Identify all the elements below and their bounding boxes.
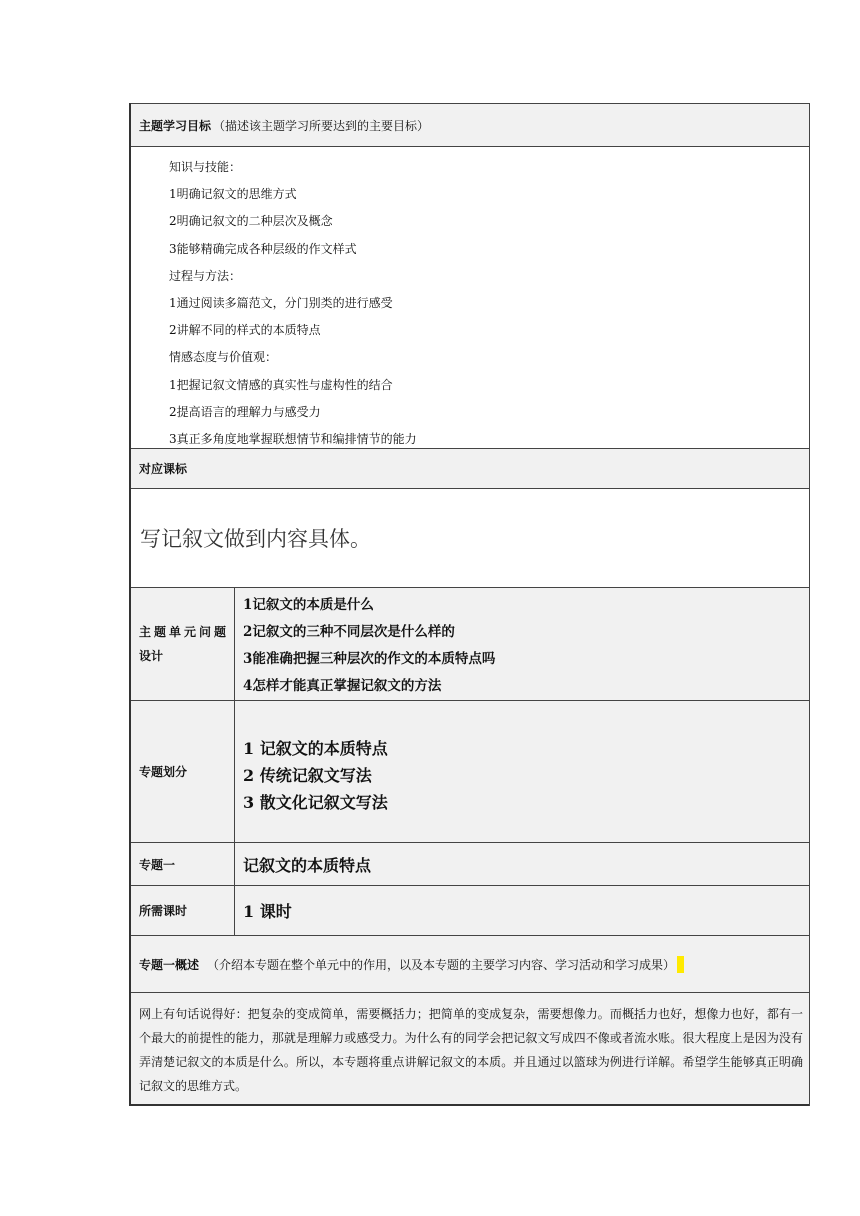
question-item: 1记叙文的本质是什么 [243, 597, 374, 613]
lesson-plan-table [129, 103, 810, 1106]
goal-line: 情感态度与价值观： [169, 350, 278, 365]
goal-line: 1通过阅读多篇范文，分门别类的进行感受 [169, 296, 393, 311]
questions-list [235, 588, 809, 700]
question-item: 2记叙文的三种不同层次是什么样的 [243, 624, 455, 640]
goal-line: 2讲解不同的样式的本质特点 [169, 323, 321, 338]
goal-line: 3能够精确完成各种层级的作文样式 [169, 241, 357, 256]
topic-one-row [131, 842, 809, 885]
goals-note: （描述该主题学习所要达到的主要目标） [213, 118, 430, 133]
goal-line: 过程与方法： [169, 268, 242, 283]
goal-line: 2提高语言的理解力与感受力 [169, 404, 321, 419]
topic-item: 3 散文化记叙文写法 [243, 793, 388, 812]
goal-line: 知识与技能： [169, 160, 242, 174]
questions-label-line: 设计 [139, 649, 164, 663]
topics-row [131, 700, 809, 842]
goals-title: 主题学习目标 [139, 118, 212, 133]
topics-label: 专题划分 [131, 701, 235, 842]
questions-row [131, 587, 809, 700]
standard-content: 写记叙文做到内容具体。 [131, 488, 809, 587]
hours-row [131, 885, 809, 935]
overview-note: （介绍本专题在整个单元中的作用，以及本专题的主要学习内容、学习活动和学习成果） [207, 957, 676, 972]
questions-label [131, 588, 235, 700]
goals-content [131, 146, 809, 448]
topic-one-label: 专题一 [131, 843, 235, 885]
goal-line: 1明确记叙文的思维方式 [169, 187, 297, 202]
standard-title: 对应课标 [139, 462, 188, 476]
overview-paragraph: 网上有句话说得好：把复杂的变成简单，需要概括力；把简单的变成复杂，需要想像力。而概括力也好，想像力也好，都有一个最大的前提性的能力，那就是理解力或感受力。为什么有的同学会把记叙文写成四不像或者流水账。很大程度上是因为没有弄清楚记叙文的本质是什么。所以，本专题将重点讲解记叙文的本质。并且通过以篮球为例进行详解。希望学生能够真正明确记叙文的思维方式。 [131, 992, 809, 1106]
goal-line: 2明确记叙文的二种层次及概念 [169, 214, 333, 229]
topic-item: 1 记叙文的本质特点 [243, 739, 388, 758]
overview-title: 专题一概述 [139, 957, 200, 972]
questions-label-line: 主题单元问题 [139, 625, 230, 639]
highlight-mark [677, 956, 684, 973]
question-item: 4怎样才能真正掌握记叙文的方法 [243, 678, 442, 694]
overview-header [131, 935, 809, 992]
question-item: 3能准确把握三种层次的作文的本质特点吗 [243, 651, 496, 667]
goal-line: 3真正多角度地掌握联想情节和编排情节的能力 [169, 432, 417, 447]
goal-line: 1把握记叙文情感的真实性与虚构性的结合 [169, 377, 393, 392]
hours-label: 所需课时 [131, 886, 235, 935]
topic-item: 2 传统记叙文写法 [243, 766, 372, 785]
standard-header [131, 448, 809, 488]
topic-one-value: 记叙文的本质特点 [243, 855, 372, 875]
topics-list [235, 701, 809, 842]
goals-header [131, 103, 809, 146]
hours-value: 1 课时 [243, 902, 292, 921]
